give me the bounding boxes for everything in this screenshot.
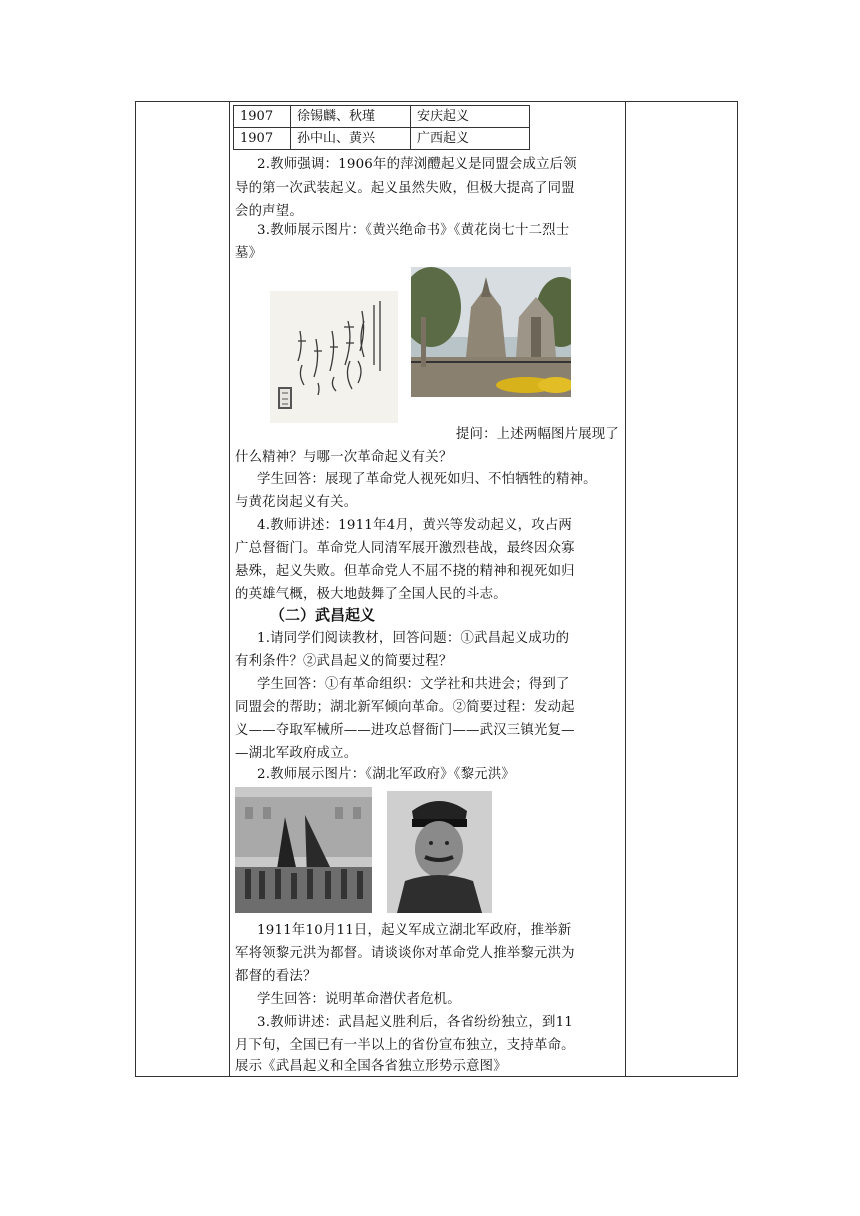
column-divider-left xyxy=(229,102,230,1076)
answer-line: 学生回答：展现了革命党人视死如归、不怕牺牲的精神。 xyxy=(257,472,597,487)
li-yuanhong-portrait xyxy=(387,791,492,913)
hubei-government-photo xyxy=(235,787,372,913)
question-line: 提问：上述两幅图片展现了 xyxy=(455,427,619,442)
people-cell: 徐锡麟、秋瑾 xyxy=(291,106,411,128)
paragraph-line: 悬殊，起义失败。但革命党人不屈不挠的精神和视死如归 xyxy=(235,564,575,579)
section-title: （二）武昌起义 xyxy=(270,606,376,624)
answer-line: 学生回答：①有革命组织：文学社和共进会；得到了 xyxy=(257,677,570,692)
calligraphy-image xyxy=(270,291,398,423)
answer-line: —湖北军政府成立。 xyxy=(235,746,358,761)
paragraph-line: 军将领黎元洪为都督。请谈谈你对革命党人推举黎元洪为 xyxy=(235,946,575,961)
question-line: 什么精神？与哪一次革命起义有关？ xyxy=(235,450,453,465)
paragraph-line: 会的声望。 xyxy=(235,204,303,219)
paragraph-line: 1911年10月11日，起义军成立湖北军政府，推举新 xyxy=(257,923,572,938)
answer-line: 学生回答：说明革命潜伏者危机。 xyxy=(257,992,461,1007)
people-cell: 孙中山、黄兴 xyxy=(291,128,411,150)
paragraph-line: 广总督衙门。革命党人同清军展开激烈巷战，最终因众寡 xyxy=(235,541,575,556)
answer-line: 义——夺取军械所——进攻总督衙门——武汉三镇光复— xyxy=(235,723,575,738)
uprising-table xyxy=(233,105,530,150)
paragraph-line: 2.教师展示图片：《湖北军政府》《黎元洪》 xyxy=(257,767,515,782)
paragraph-line: 墓》 xyxy=(235,246,263,261)
event-cell: 广西起义 xyxy=(411,128,530,150)
paragraph-line: 的英雄气概，极大地鼓舞了全国人民的斗志。 xyxy=(235,587,507,602)
paragraph-line: 导的第一次武装起义。起义虽然失败，但极大提高了同盟 xyxy=(235,181,575,196)
paragraph-line: 展示《武昌起义和全国各省独立形势示意图》 xyxy=(235,1059,507,1074)
table-row xyxy=(234,128,530,150)
year-cell: 1907 xyxy=(234,128,291,150)
answer-line: 同盟会的帮助；湖北新军倾向革命。②简要过程：发动起 xyxy=(235,700,575,715)
year-cell: 1907 xyxy=(234,106,291,128)
paragraph-line: 月下旬，全国已有一半以上的省份宣布独立，支持革命。 xyxy=(235,1038,575,1053)
paragraph-line: 2.教师强调：1906年的萍浏醴起义是同盟会成立后领 xyxy=(257,157,577,172)
paragraph-line: 3.教师展示图片：《黄兴绝命书》《黄花岗七十二烈士 xyxy=(257,223,570,238)
column-divider-right xyxy=(625,102,626,1076)
paragraph-line: 1.请同学们阅读教材，回答问题：①武昌起义成功的 xyxy=(257,631,570,646)
paragraph-line: 4.教师讲述：1911年4月，黄兴等发动起义，攻占两 xyxy=(257,518,572,533)
paragraph-line: 有利条件？②武昌起义的简要过程？ xyxy=(235,654,453,669)
tomb-photo xyxy=(411,267,571,397)
event-cell: 安庆起义 xyxy=(411,106,530,128)
paragraph-line: 都督的看法？ xyxy=(235,969,317,984)
paragraph-line: 3.教师讲述：武昌起义胜利后，各省纷纷独立，到11 xyxy=(257,1015,574,1030)
table-row xyxy=(234,106,530,128)
answer-line: 与黄花岗起义有关。 xyxy=(235,495,358,510)
